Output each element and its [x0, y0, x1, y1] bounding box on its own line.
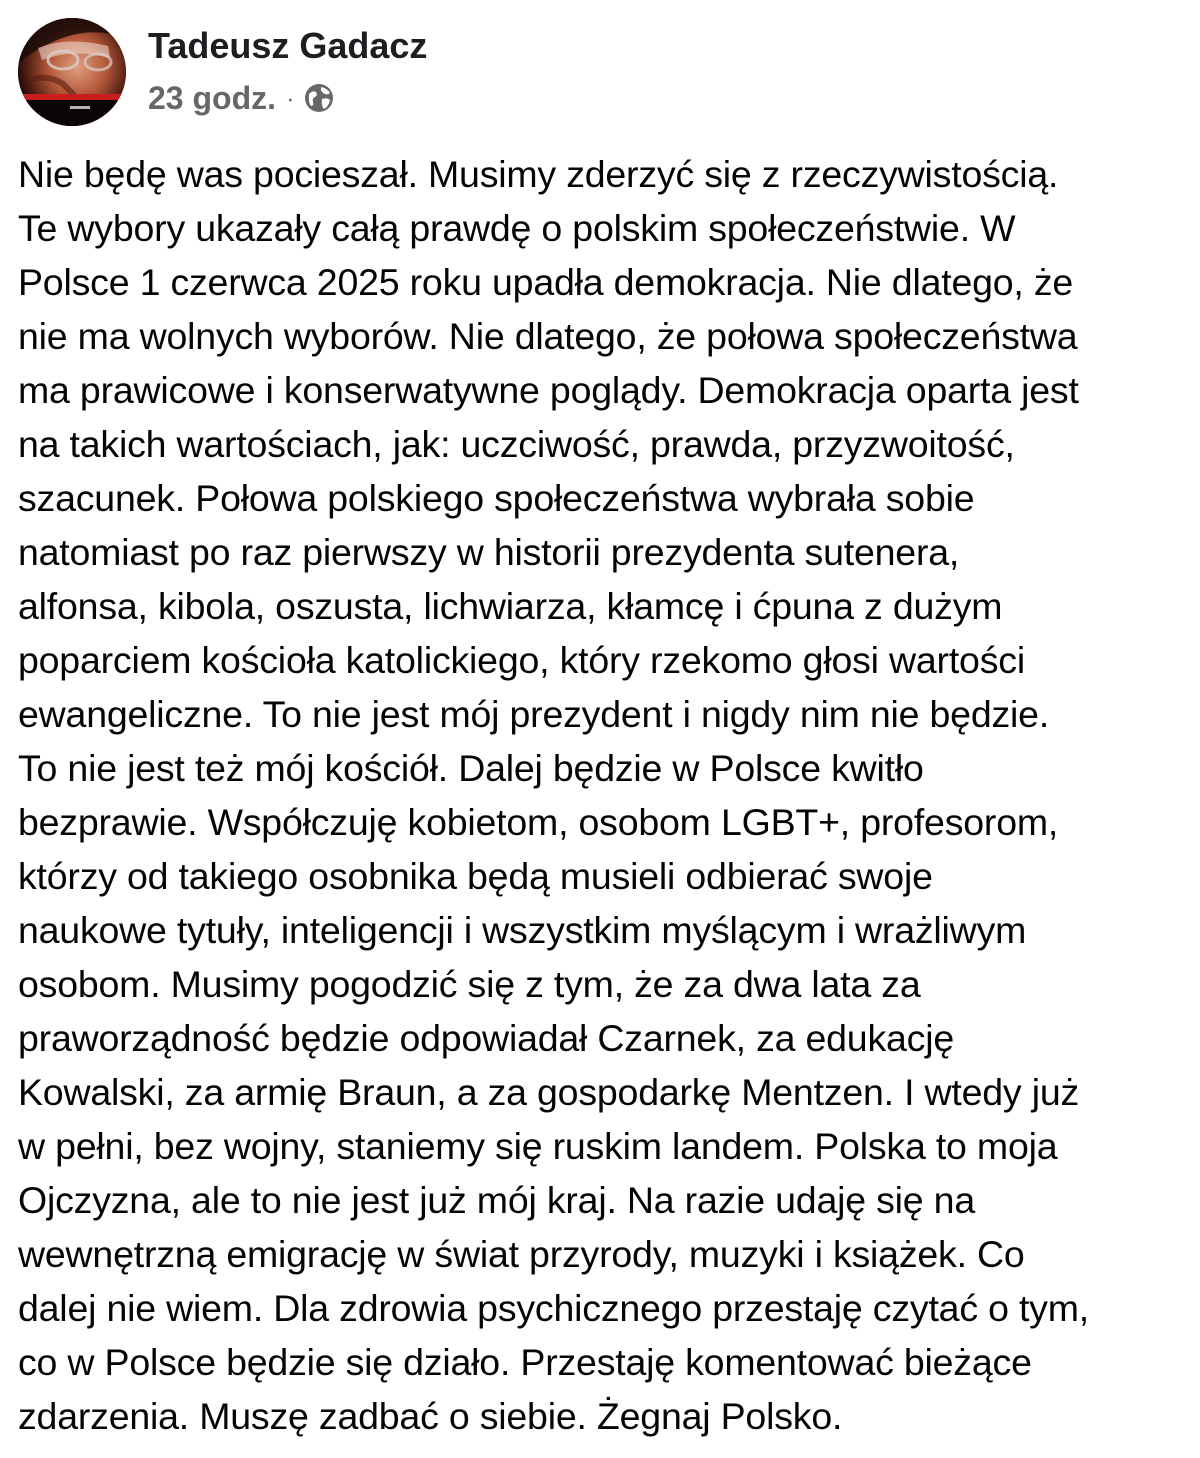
post-header: [18, 18, 1178, 128]
post-line: naukowe tytuły, inteligencji i wszystkim myślącym i wrażliwym: [18, 909, 1027, 951]
post-line: alfonsa, kibola, oszusta, lichwiarza, kłamcę i ćpuna z dużym: [18, 585, 1003, 627]
post-line: którzy od takiego osobnika będą musieli odbierać swoje: [18, 855, 933, 897]
post-body: [18, 147, 1188, 1443]
post-line: Te wybory ukazały całą prawdę o polskim społeczeństwie. W: [18, 207, 1016, 249]
post-line: ewangeliczne. To nie jest mój prezydent i nigdy nim nie będzie.: [18, 693, 1050, 735]
post-line: szacunek. Połowa polskiego społeczeństwa wybrała sobie: [18, 477, 975, 519]
post-line: ma prawicowe i konserwatywne poglądy. Demokracja oparta jest: [18, 369, 1079, 411]
meta-separator: ·: [286, 82, 295, 113]
post-line: dalej nie wiem. Dla zdrowia psychicznego przestaję czytać o tym,: [18, 1287, 1089, 1329]
post-line: wewnętrzną emigrację w świat przyrody, muzyki i książek. Co: [18, 1233, 1025, 1275]
post-line: Nie będę was pocieszał. Musimy zderzyć się z rzeczywistością.: [18, 153, 1059, 195]
post-line: natomiast po raz pierwszy w historii prezydenta sutenera,: [18, 531, 960, 573]
post-line: praworządność będzie odpowiadał Czarnek, za edukację: [18, 1017, 954, 1059]
author-name[interactable]: Tadeusz Gadacz: [148, 25, 428, 66]
post-timestamp[interactable]: 23 godz.: [148, 79, 277, 116]
post-line: nie ma wolnych wyborów. Nie dlatego, że połowa społeczeństwa: [18, 315, 1078, 357]
post-line: Ojczyzna, ale to nie jest już mój kraj. Na razie udaję się na: [18, 1179, 975, 1221]
post-meta: [148, 78, 335, 118]
post-line: w pełni, bez wojny, staniemy się ruskim landem. Polska to moja: [18, 1125, 1058, 1167]
post-line: Kowalski, za armię Braun, a za gospodarkę Mentzen. I wtedy już: [18, 1071, 1080, 1113]
post-line: zdarzenia. Muszę zadbać o siebie. Żegnaj Polsko.: [18, 1395, 843, 1437]
profile-photo-icon: [18, 18, 126, 126]
globe-icon[interactable]: [303, 82, 335, 114]
post-line: na takich wartościach, jak: uczciwość, prawda, przyzwoitość,: [18, 423, 1015, 465]
post-line: poparciem kościoła katolickiego, który rzekomo głosi wartości: [18, 639, 1025, 681]
post-line: bezprawie. Współczuję kobietom, osobom LGBT+, profesorom,: [18, 801, 1059, 843]
avatar[interactable]: [18, 18, 126, 126]
post-line: To nie jest też mój kościół. Dalej będzie w Polsce kwitło: [18, 747, 924, 789]
post-line: osobom. Musimy pogodzić się z tym, że za dwa lata za: [18, 963, 921, 1005]
post-line: co w Polsce będzie się działo. Przestaję komentować bieżące: [18, 1341, 1032, 1383]
post-line: Polsce 1 czerwca 2025 roku upadła demokracja. Nie dlatego, że: [18, 261, 1074, 303]
